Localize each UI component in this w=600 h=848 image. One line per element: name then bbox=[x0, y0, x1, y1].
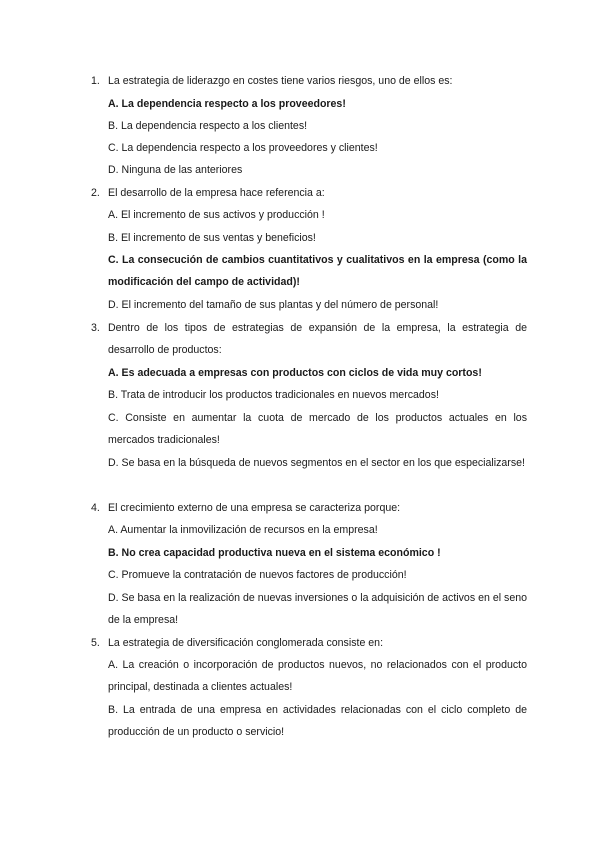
answer-option: B. La dependencia respecto a los clientes! bbox=[108, 120, 308, 132]
answer-option: A. El incremento de sus activos y producción ! bbox=[108, 209, 325, 221]
question-number: 5. bbox=[91, 637, 100, 649]
answer-option: B. El incremento de sus ventas y beneficios! bbox=[108, 232, 316, 244]
question-stem: La estrategia de liderazgo en costes tiene varios riesgos, uno de ellos es: bbox=[108, 75, 453, 87]
answer-option: B. Trata de introducir los productos tradicionales en nuevos mercados! bbox=[108, 389, 439, 401]
answer-option: D. Se basa en la búsqueda de nuevos segmentos en el sector en los que especializarse! bbox=[108, 457, 525, 469]
answer-option: A. La dependencia respecto a los proveedores! bbox=[108, 98, 346, 110]
question-1 bbox=[91, 71, 527, 93]
question-2 bbox=[91, 183, 527, 205]
question-number: 1. bbox=[91, 75, 100, 87]
answer-option: A. Es adecuada a empresas con productos con ciclos de vida muy cortos! bbox=[108, 367, 482, 379]
answer-option: C. Consiste en aumentar la cuota de mercado de los productos actuales en los mercados tradicionales! bbox=[108, 412, 527, 446]
question-5 bbox=[91, 633, 527, 655]
question-stem: Dentro de los tipos de estrategias de expansión de la empresa, la estrategia de desarrollo de productos: bbox=[108, 322, 527, 356]
answer-option: B. La entrada de una empresa en actividades relacionadas con el ciclo completo de producción de un producto o servicio! bbox=[108, 704, 527, 738]
question-stem: El crecimiento externo de una empresa se caracteriza porque: bbox=[108, 502, 401, 514]
answer-option: D. Se basa en la realización de nuevas inversiones o la adquisición de activos en el seno de la empresa! bbox=[108, 592, 527, 626]
answer-option: C. La dependencia respecto a los proveedores y clientes! bbox=[108, 142, 378, 154]
answer-option: A. La creación o incorporación de productos nuevos, no relacionados con el producto principal, destinada a clientes actuales! bbox=[108, 659, 527, 693]
answer-option: A. Aumentar la inmovilización de recursos en la empresa! bbox=[108, 524, 378, 536]
answer-option: B. No crea capacidad productiva nueva en el sistema económico ! bbox=[108, 547, 441, 559]
question-number: 4. bbox=[91, 502, 100, 514]
question-number: 3. bbox=[91, 322, 100, 334]
question-3 bbox=[91, 318, 527, 361]
answer-option: C. La consecución de cambios cuantitativos y cualitativos en la empresa (como la modificación del campo de actividad)! bbox=[108, 254, 527, 288]
question-4 bbox=[91, 498, 527, 520]
question-stem: La estrategia de diversificación conglomerada consiste en: bbox=[108, 637, 384, 649]
question-number: 2. bbox=[91, 187, 100, 199]
answer-option: D. El incremento del tamaño de sus plantas y del número de personal! bbox=[108, 299, 439, 311]
answer-option: D. Ninguna de las anteriores bbox=[108, 164, 243, 176]
question-stem: El desarrollo de la empresa hace referencia a: bbox=[108, 187, 325, 199]
answer-option: C. Promueve la contratación de nuevos factores de producción! bbox=[108, 569, 407, 581]
